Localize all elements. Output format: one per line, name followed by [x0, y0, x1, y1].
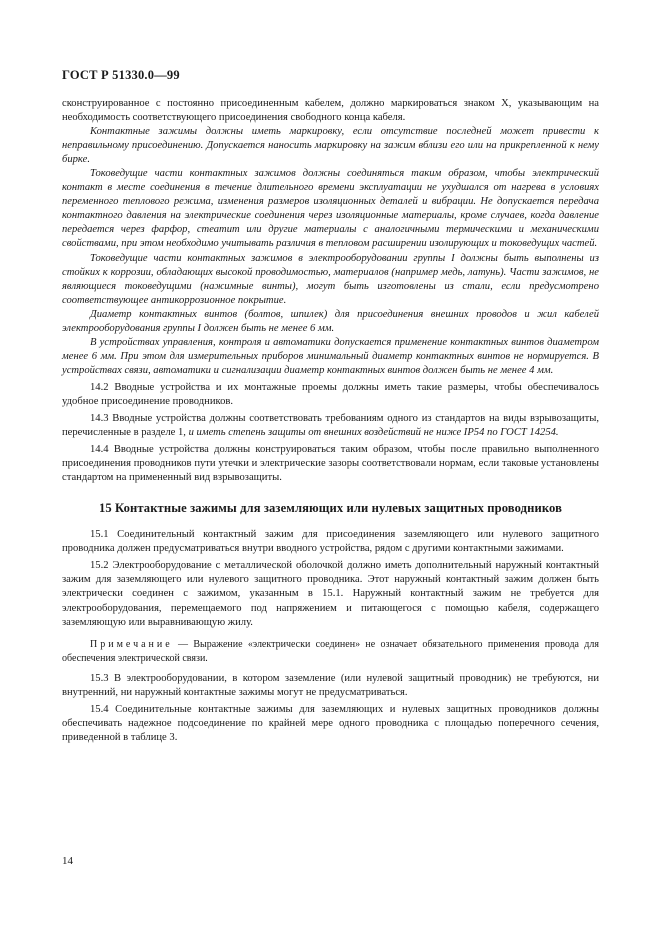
paragraph-14-2: 14.2 Вводные устройства и их монтажные проемы должны иметь такие размеры, чтобы обеспечивалось удобное присоединение проводников. [62, 381, 599, 407]
paragraph-15-2: 15.2 Электрооборудование с металлической оболочкой должно иметь дополнительный наружный контактный зажим для заземляющего или нулевого защитного проводника. Этот наружный контактный зажим должен быть электрически соединен с зажимом, указанным в 15.1. Наружный контактный зажим не требуется для электрооборудования, перемещаемого под напряжением и питающегося с помощью кабеля, содержащего заземляющую или выравнивающую жилу. [62, 560, 599, 628]
paragraph-group1-materials: Токоведущие части контактных зажимов в электрооборудовании группы I должны быть выполнены из стойких к коррозии, обладающих высокой проводимостью, материалов (например медь, латунь). Части зажимов, не являющиеся токоведущими (нажимные винты), могут быть изготовлены из стали, если предусмотрено соответствующее антикоррозионное покрытие. [62, 252, 599, 306]
document-page [62, 40, 599, 745]
paragraph-15-3: 15.3 В электрооборудовании, в котором заземление (или нулевой защитный проводник) не требуются, ни внутренний, ни наружный контактные зажимы могут не предусматриваться. [62, 672, 599, 698]
paragraph-14-3-regular: 14.3 Вводные устройства должны соответствовать требованиям одного из стандартов на виды взрывозащиты, перечисленные в разделе 1, [62, 413, 599, 439]
paragraph-terminal-marking: Контактные зажимы должны иметь маркировку, если отсутствие последней может привести к неправильному присоединению. Допускается наносить маркировку на зажим вблизи его или на прикрепленной к нему бирке. [62, 126, 599, 166]
paragraph-cont: сконструированное с постоянно присоединенным кабелем, должно маркироваться знаком X, указывающим на необходимость соответствующего присоединения свободного конца кабеля. [62, 98, 599, 124]
section-15-title: 15 Контактные зажимы для заземляющих или нулевых защитных проводников [98, 501, 563, 516]
paragraph-screw-diameter: Диаметр контактных винтов (болтов, шпилек) для присоединения внешних проводов и жил кабелей электрооборудования группы I должен быть не менее 6 мм. [62, 308, 599, 334]
standard-header: ГОСТ Р 51330.0—99 [62, 68, 180, 82]
paragraph-15-4: 15.4 Соединительные контактные зажимы для заземляющих и нулевых защитных проводников должны обеспечивать надежное подсоединение по крайней мере одного проводника с площадью поперечного сечения, приведенной в таблице 3. [62, 703, 599, 743]
paragraph-control-devices: В устройствах управления, контроля и автоматики допускается применение контактных винтов диаметром менее 6 мм. При этом для измерительных приборов минимальный диаметр контактных винтов не нормируется. В устройствах связи, автоматики и сигнализации диаметр контактных винтов должен быть не менее 4 мм. [62, 336, 599, 376]
paragraph-14-4: 14.4 Вводные устройства должны конструироваться таким образом, чтобы после правильно выполненного присоединения проводников пути утечки и электрические зазоры соответствовали нормам, если таковые установлены стандартом на примененный вид взрывозащиты. [62, 444, 599, 484]
paragraph-14-3 [62, 412, 599, 440]
paragraph-contact-connection: Токоведущие части контактных зажимов должны соединяться таким образом, чтобы электрический контакт в месте соединения в течение длительного времени эксплуатации не ухудшался от нагрева в условиях переменного теплового режима, изменения размеров изоляционных деталей и вибрации. Не допускается передача контактного давления на электрические соединения через изоляционные материалы, кроме случаев, когда давление передается через фарфор, стеатит или другие материалы с аналогичными термическими и механическими свойствами, при этом необходимо учитывать различия в тепловом расширении изолирующих и токоведущих частей. [62, 168, 599, 250]
paragraph-15-1: 15.1 Соединительный контактный зажим для присоединения заземляющего или нулевого защитного проводника должен предусматриваться внутри вводного устройства, рядом с другими контактными зажимами. [62, 529, 599, 555]
paragraph-14-3-italic: и иметь степень защиты от внешних воздействий не ниже IP54 по ГОСТ 14254. [188, 427, 559, 439]
note [62, 638, 599, 666]
note-label: Примечание [90, 638, 173, 650]
page-number: 14 [62, 855, 73, 867]
note-text: — Выражение «электрически соединен» не означает обязательного применения провода для обеспечения электрической связи. [62, 638, 599, 664]
